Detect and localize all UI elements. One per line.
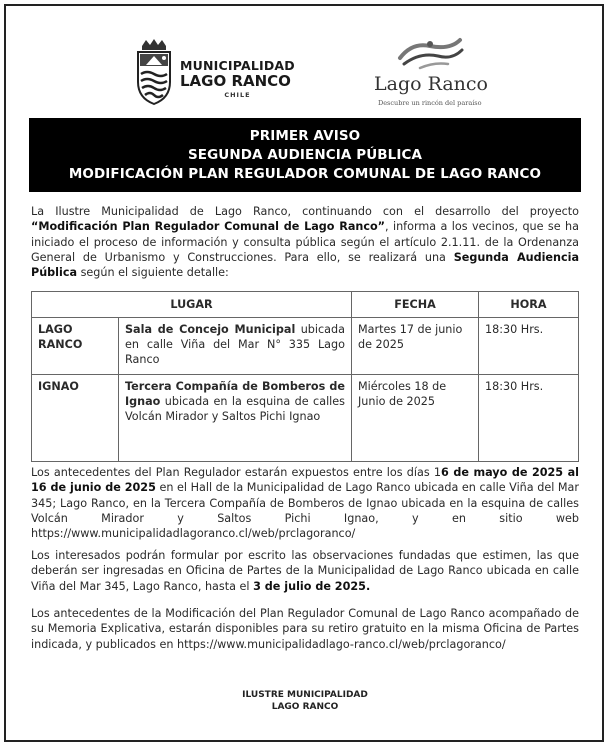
hearing-schedule-table [31, 291, 579, 462]
table-header-row [32, 292, 579, 318]
venue-address: ubicada en calle Viña del Mar N° 335 Lago Ranco [125, 323, 345, 366]
signature-line1: ILUSTRE MUNICIPALIDAD [242, 690, 368, 700]
header-fecha: FECHA [352, 292, 479, 318]
intro-text-1: La Ilustre Municipalidad de Lago Ranco, continuando con el desarrollo del proyecto [31, 205, 579, 218]
intro-text-2: , informa a los vecinos, que se ha iniciado el proceso de información y consulta pública según el artículo 2.1.11. de la Ordenanza General de Urbanismo y Construcciones. Para ello, se realizará una [31, 220, 579, 264]
header-hora: HORA [479, 292, 579, 318]
header-lugar: LUGAR [32, 292, 352, 318]
availability-paragraph [31, 606, 579, 652]
row-date: Martes 17 de junio de 2025 [352, 318, 479, 375]
availability-text: Los antecedentes de la Modificación del Plan Regulador Comunal de Lago Ranco acompañado de su Memoria Explicativa, estarán disponibles para su retiro gratuito en la misma Oficina de Partes indicada, y publicados en https://www.municipalidadlago-ranco.cl/web/prclagoranco/ [31, 607, 579, 651]
table-row [32, 375, 579, 462]
muni-name-line2: LAGO RANCO [180, 72, 291, 90]
row-venue [119, 318, 352, 375]
deadline-date: 3 de julio de 2025. [253, 579, 371, 593]
row-time: 18:30 Hrs. [479, 375, 579, 462]
swirl-logo-icon [390, 36, 470, 72]
venue-name: Tercera Compañía de Bomberos de Ignao [125, 380, 345, 408]
intro-paragraph [31, 204, 579, 280]
row-venue [119, 375, 352, 462]
title-banner [29, 118, 581, 192]
exhibition-dates: 6 de mayo de 2025 al 16 de junio de 2025 [31, 466, 580, 495]
intro-text-3: según el siguiente detalle: [77, 266, 229, 280]
exhibition-text-1: Los antecedentes del Plan Regulador estarán expuestos entre los días 1 [31, 466, 441, 479]
row-place: IGNAO [32, 375, 119, 462]
venue-address: ubicada en la esquina de calles Volcán Mirador y Saltos Pichi Ignao [125, 395, 345, 423]
banner-line2: SEGUNDA AUDIENCIA PÚBLICA [187, 146, 423, 163]
signature-block [0, 689, 610, 713]
brand-tagline: Descubre un rincón del paraíso [378, 99, 482, 107]
banner-line1: PRIMER AVISO [249, 127, 361, 144]
project-name: “Modificación Plan Regulador Comunal de Lago Ranco” [31, 220, 386, 234]
row-place: LAGO RANCO [32, 318, 119, 375]
banner-line3: MODIFICACIÓN PLAN REGULADOR COMUNAL DE LAGO RANCO [68, 165, 542, 182]
observations-text: Los interesados podrán formular por escrito las observaciones fundadas que estimen, las que deberán ser ingresadas en Oficina de Partes de la Municipalidad de Lago Ranco ubicada en calle Viña del Mar 345, Lago Ranco, hasta el [31, 549, 579, 593]
brand-name: Lago Ranco [374, 73, 488, 95]
muni-country: CHILE [224, 91, 251, 99]
table-row [32, 318, 579, 375]
row-time: 18:30 Hrs. [479, 318, 579, 375]
municipal-crest-icon [134, 36, 174, 106]
muni-name-line1: MUNICIPALIDAD [180, 58, 295, 73]
signature-line2: LAGO RANCO [271, 702, 339, 712]
row-date: Miércoles 18 de Junio de 2025 [352, 375, 479, 462]
exhibition-paragraph [31, 465, 579, 541]
municipality-logo [134, 36, 304, 108]
observations-paragraph [31, 548, 579, 594]
lago-ranco-brand-logo [374, 36, 488, 108]
exhibition-text-2: en el Hall de la Municipalidad de Lago Ranco ubicada en calle Viña del Mar 345; Lago Ranco, en la Tercera Compañía de Bomberos de Ignao ubicada en la esquina de calles Volcán Mirador y Saltos Pichi Ignao, y en sitio web https://www.municipalidadlagoranco.cl/web/prclagoranco/ [31, 481, 580, 541]
venue-name: Sala de Concejo Municipal [125, 323, 296, 336]
hearing-name: Segunda Audiencia Pública [31, 250, 579, 280]
